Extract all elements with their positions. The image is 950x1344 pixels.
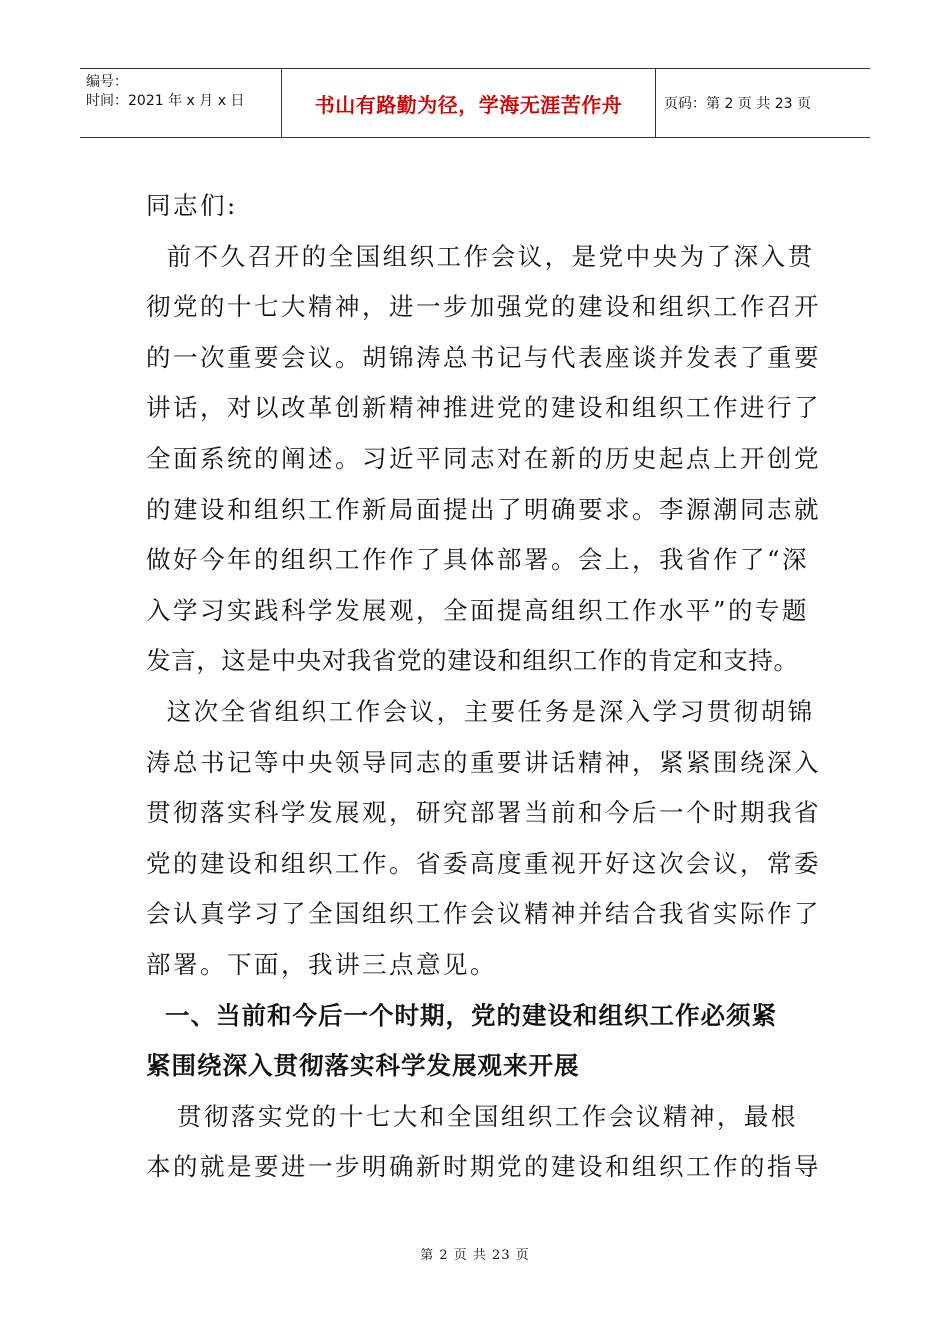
page-header: [80, 68, 870, 138]
section-heading: 紧围绕深入贯彻落实科学发展观来开展: [146, 1051, 580, 1081]
header-page-info: 页码：第 2 页 共 23 页: [664, 96, 811, 112]
document-body: [146, 181, 821, 1193]
body-line: 党的建设和组织工作。省委高度重视开好这次会议，常委: [146, 848, 821, 878]
header-motto: 书山有路勤为径，学海无涯苦作舟: [282, 69, 656, 137]
number-label: 编号：: [86, 74, 128, 90]
body-line: 的一次重要会议。胡锦涛总书记与代表座谈并发表了重要: [146, 342, 821, 372]
body-line: 入学习实践科学发展观，全面提高组织工作水平”的专题: [146, 595, 810, 625]
body-line: 的建设和组织工作新局面提出了明确要求。李源潮同志就: [146, 494, 821, 524]
body-line: 部署。下面，我讲三点意见。: [146, 949, 497, 979]
body-line: 讲话，对以改革创新精神推进党的建设和组织工作进行了: [146, 393, 821, 423]
body-line: 发言，这是中央对我省党的建设和组织工作的肯定和支持。: [146, 646, 799, 676]
body-line: 彻党的十七大精神，进一步加强党的建设和组织工作召开: [146, 292, 821, 322]
body-line: 全面系统的阐述。习近平同志对在新的历史起点上开创党: [146, 443, 821, 473]
body-line: 本的就是要进一步明确新时期党的建设和组织工作的指导: [146, 1152, 821, 1182]
body-line: 涛总书记等中央领导同志的重要讲话精神，紧紧围绕深入: [146, 747, 821, 777]
body-line: 贯彻落实党的十七大和全国组织工作会议精神，最根: [146, 1101, 798, 1131]
header-meta: [80, 69, 282, 137]
body-line: 做好今年的组织工作作了具体部署。会上，我省作了“深: [146, 545, 810, 575]
body-line: 贯彻落实科学发展观，研究部署当前和今后一个时期我省: [146, 798, 821, 828]
time-label: 时间：2021 年 x 月 x 日: [86, 93, 245, 109]
salutation: 同志们:: [146, 191, 238, 220]
body-line: 前不久召开的全国组织工作会议，是党中央为了深入贯: [146, 241, 815, 271]
section-heading: 一、当前和今后一个时期，党的建设和组织工作必须紧: [146, 1000, 778, 1030]
body-line: 这次全省组织工作会议，主要任务是深入学习贯彻胡锦: [146, 696, 815, 726]
page-footer: 第 2 页 共 23 页: [420, 1248, 530, 1263]
body-line: 会认真学习了全国组织工作会议精神并结合我省实际作了: [146, 899, 821, 929]
